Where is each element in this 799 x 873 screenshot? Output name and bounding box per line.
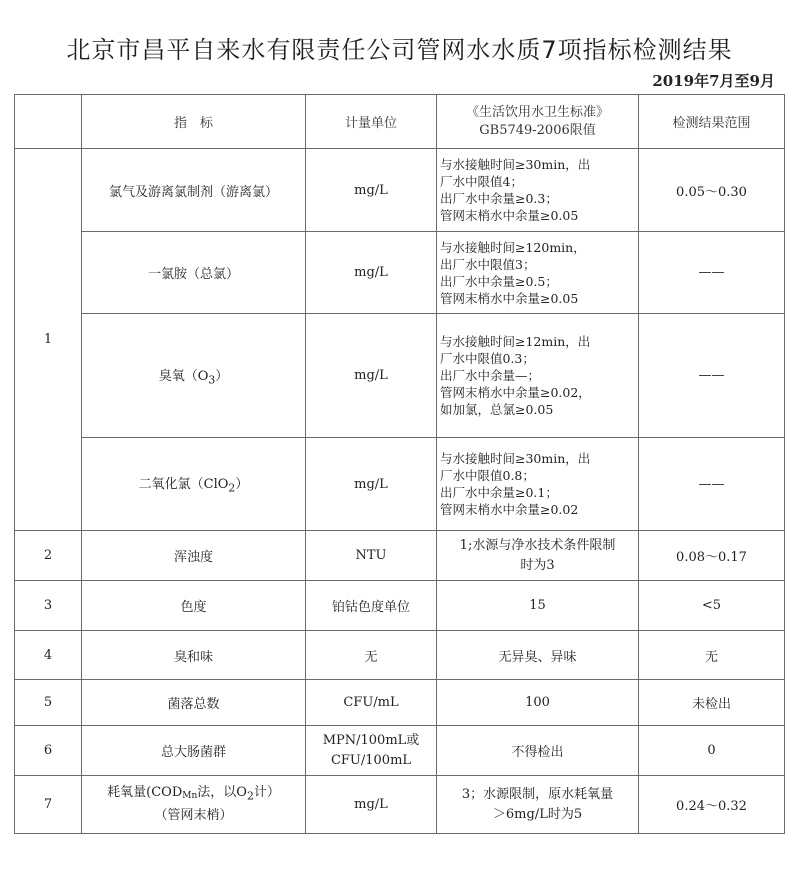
row-number: 7	[15, 776, 82, 834]
indicator-name: 氯气及游离氯制剂（游离氯）	[82, 149, 306, 232]
table-row	[15, 438, 785, 531]
standard-cell: 与水接触时间≥12min，出 厂水中限值0.3； 出厂水中余量—； 管网末梢水中余量≥0.02， 如加氯，总氯≥0.05	[437, 314, 639, 438]
header-standard: 《生活饮用水卫生标准》 GB5749-2006限值	[437, 95, 639, 149]
indicator-name: 臭和味	[82, 631, 306, 680]
indicator-name: 一氯胺（总氯）	[82, 232, 306, 314]
standard-cell: 15	[437, 581, 639, 631]
result-cell: 无	[639, 631, 785, 680]
unit-cell: 无	[306, 631, 437, 680]
result-cell: ——	[639, 314, 785, 438]
row-number: 4	[15, 631, 82, 680]
table-row	[15, 631, 785, 680]
unit-cell: mg/L	[306, 314, 437, 438]
row-number: 6	[15, 726, 82, 776]
standard-cell: 1;水源与净水技术条件限制 时为3	[437, 531, 639, 581]
standard-cell: 与水接触时间≥30min，出 厂水中限值0.8； 出厂水中余量≥0.1； 管网末梢水中余量≥0.02	[437, 438, 639, 531]
unit-cell: MPN/100mL或 CFU/100mL	[306, 726, 437, 776]
result-cell: ——	[639, 232, 785, 314]
document-title: 北京市昌平自来水有限责任公司管网水水质7项指标检测结果	[66, 36, 733, 64]
standard-cell: 与水接触时间≥120min， 出厂水中限值3； 出厂水中余量≥0.5； 管网末梢水中余量≥0.05	[437, 232, 639, 314]
result-cell: 0.24～0.32	[639, 776, 785, 834]
table-row	[15, 232, 785, 314]
table-header-row	[15, 95, 785, 149]
row-number: 2	[15, 531, 82, 581]
result-cell: 未检出	[639, 680, 785, 726]
table-row	[15, 680, 785, 726]
table-row	[15, 314, 785, 438]
row-number: 3	[15, 581, 82, 631]
table-row	[15, 776, 785, 834]
indicator-name: 臭氧$(O_3)$	[82, 314, 306, 438]
indicator-name: 菌落总数	[82, 680, 306, 726]
indicator-name: 浑浊度	[82, 531, 306, 581]
unit-cell: CFU/mL	[306, 680, 437, 726]
unit-cell: mg/L	[306, 232, 437, 314]
unit-cell: 铂钴色度单位	[306, 581, 437, 631]
indicator-name: 二氧化氯（ClO$_2$）	[82, 438, 306, 531]
table-row	[15, 149, 785, 232]
result-cell: <5	[639, 581, 785, 631]
table-row	[15, 531, 785, 581]
indicator-name: 耗氧量($COD_{Mn}$法，以$O_2$计） （管网末梢）	[82, 776, 306, 834]
standard-cell: 不得检出	[437, 726, 639, 776]
unit-cell: mg/L	[306, 776, 437, 834]
table-row	[15, 581, 785, 631]
header-result: 检测结果范围	[639, 95, 785, 149]
unit-cell: mg/L	[306, 438, 437, 531]
standard-cell: 100	[437, 680, 639, 726]
row-number: 1	[15, 149, 82, 531]
standard-cell: 无异臭、异味	[437, 631, 639, 680]
header-index: 指 标	[82, 95, 306, 149]
unit-cell: NTU	[306, 531, 437, 581]
result-cell: 0.08～0.17	[639, 531, 785, 581]
standard-cell: 与水接触时间≥30min，出 厂水中限值4； 出厂水中余量≥0.3； 管网末梢水中余量≥0.05	[437, 149, 639, 232]
header-unit: 计量单位	[306, 95, 437, 149]
header-no	[15, 95, 82, 149]
row-number: 5	[15, 680, 82, 726]
standard-cell: 3；水源限制，原水耗氧量 ＞6mg/L时为5	[437, 776, 639, 834]
table-row	[15, 726, 785, 776]
date-range: 2019年7月至9月	[652, 72, 775, 90]
indicator-name: 总大肠菌群	[82, 726, 306, 776]
result-cell: 0	[639, 726, 785, 776]
unit-cell: mg/L	[306, 149, 437, 232]
result-cell: 0.05～0.30	[639, 149, 785, 232]
results-table	[14, 94, 785, 834]
result-cell: ——	[639, 438, 785, 531]
indicator-name: 色度	[82, 581, 306, 631]
